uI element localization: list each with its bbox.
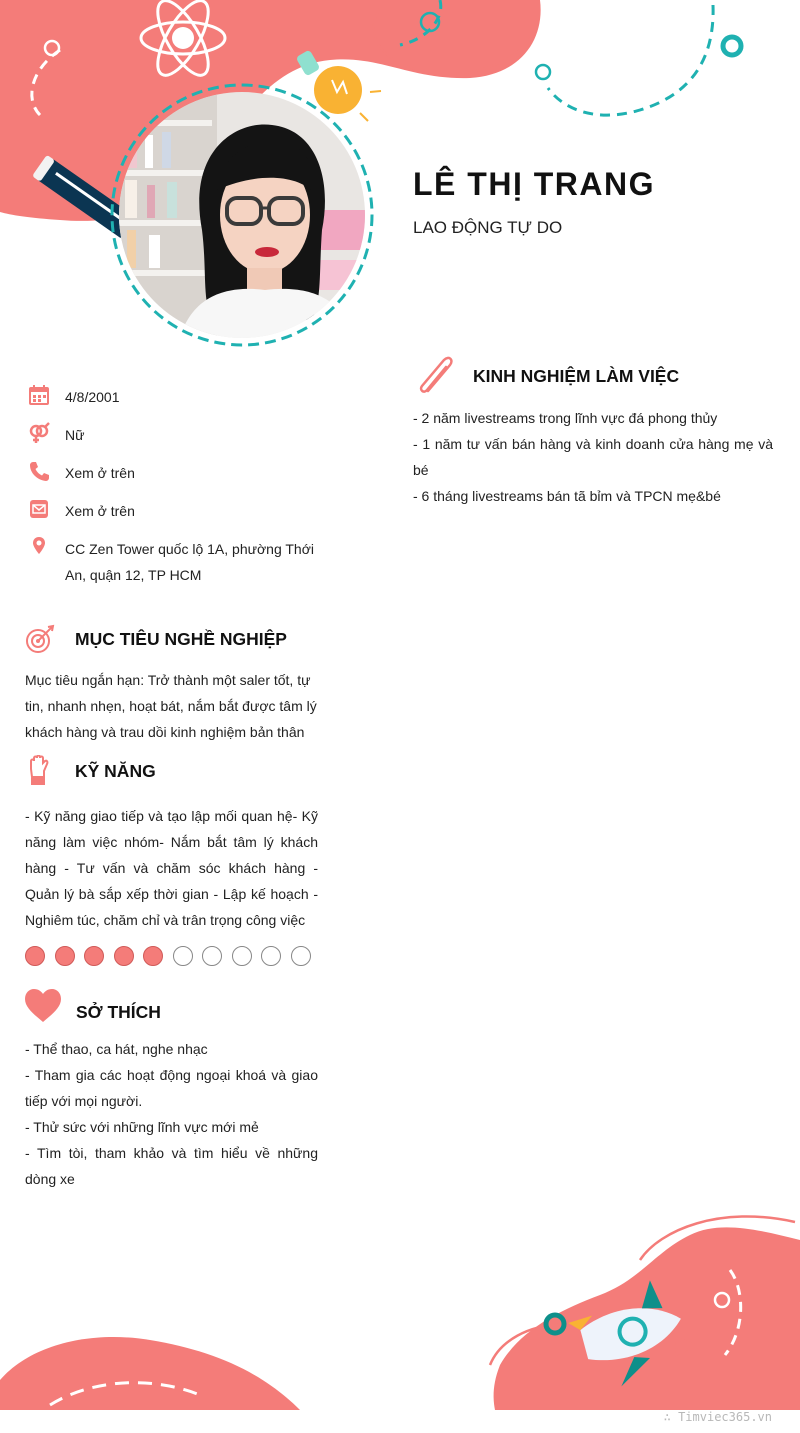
- objective-text: [25, 667, 320, 745]
- candidate-name: LÊ THỊ TRANG: [413, 166, 655, 202]
- experience-item: - 1 năm tư vấn bán hàng và kinh doanh cửa hàng mẹ và bé: [413, 436, 773, 478]
- skill-rating-dot: [291, 946, 311, 966]
- calendar-icon: [28, 384, 50, 406]
- skill-rating-dot: [25, 946, 45, 966]
- info-email: [28, 498, 315, 524]
- hobbies-list: [25, 1036, 318, 1192]
- experience-title: KINH NGHIỆM LÀM VIỆC: [473, 365, 680, 386]
- skill-rating-dot: [261, 946, 281, 966]
- objective-header: [25, 624, 287, 654]
- avatar-frame: [107, 80, 377, 350]
- experience-header: [416, 355, 679, 397]
- skills-title: KỸ NĂNG: [75, 760, 156, 781]
- skill-rating-dot: [143, 946, 163, 966]
- skill-rating-dot: [55, 946, 75, 966]
- gender-icon: [28, 422, 50, 444]
- hobbies-title: SỞ THÍCH: [76, 1002, 161, 1022]
- skill-rating-dot: [114, 946, 134, 966]
- objective-line: khách hàng và trau dồi kinh nghiệm bản thân: [25, 724, 305, 740]
- objective-title: MỤC TIÊU NGHỀ NGHIỆP: [75, 628, 287, 649]
- objective-line: tin, nhanh nhẹn, hoạt bát, nắm bắt được tâm lý: [25, 698, 317, 714]
- skill-rating: [25, 946, 320, 966]
- footer-decoration: [0, 1200, 800, 1410]
- skill-rating-dot: [202, 946, 222, 966]
- hobby-item: - Tìm tòi, tham khảo và tìm hiểu về những dòng xe: [25, 1145, 318, 1187]
- info-birthday: [28, 384, 315, 410]
- address-value: CC Zen Tower quốc lộ 1A, phường Thới An, quận 12, TP HCM: [65, 541, 315, 583]
- skill-rating-dot: [84, 946, 104, 966]
- phone-icon: [28, 460, 50, 482]
- paperclip-icon: [416, 355, 458, 397]
- heart-icon: [25, 989, 61, 1023]
- hobbies-header: [25, 988, 161, 1023]
- hobby-item: - Thử sức với những lĩnh vực mới mẻ: [25, 1119, 259, 1135]
- skill-rating-dot: [232, 946, 252, 966]
- skill-rating-dot: [173, 946, 193, 966]
- birthday-value: 4/8/2001: [65, 389, 120, 405]
- email-value: Xem ở trên: [65, 503, 135, 519]
- avatar-photo: [107, 80, 377, 350]
- skills-header: [25, 755, 156, 787]
- info-phone: [28, 460, 315, 486]
- hobby-item: - Tham gia các hoạt động ngoại khoá và giao tiếp với mọi người.: [25, 1067, 318, 1109]
- experience-item: - 6 tháng livestreams bán tã bỉm và TPCN mẹ&bé: [413, 488, 721, 504]
- hobby-item: - Thể thao, ca hát, nghe nhạc: [25, 1041, 208, 1057]
- job-title: LAO ĐỘNG TỰ DO: [413, 218, 563, 237]
- experience-item: - 2 năm livestreams trong lĩnh vực đá phong thủy: [413, 410, 718, 426]
- info-gender: [28, 422, 315, 448]
- hand-icon: [25, 755, 55, 787]
- watermark: ∴ Timviec365.vn: [663, 1410, 772, 1424]
- location-pin-icon: [28, 536, 50, 558]
- objective-line: Mục tiêu ngắn hạn: Trở thành một saler tốt, tự: [25, 672, 311, 688]
- target-icon: [25, 624, 55, 654]
- gender-value: Nữ: [65, 427, 85, 443]
- email-icon: [28, 498, 50, 520]
- phone-value: Xem ở trên: [65, 465, 135, 481]
- experience-list: [413, 405, 773, 509]
- skills-text: - Kỹ năng giao tiếp và tạo lập mối quan hệ- Kỹ năng làm việc nhóm- Nắm bắt tâm lý khách hàng - Tư vấn và chăm sóc khách hàng - Quản lý bà sắp xếp thời gian - Lập kế hoạch - Nghiêm túc, chăm chỉ và trân trọng công việc: [25, 808, 318, 928]
- info-address: [28, 536, 315, 588]
